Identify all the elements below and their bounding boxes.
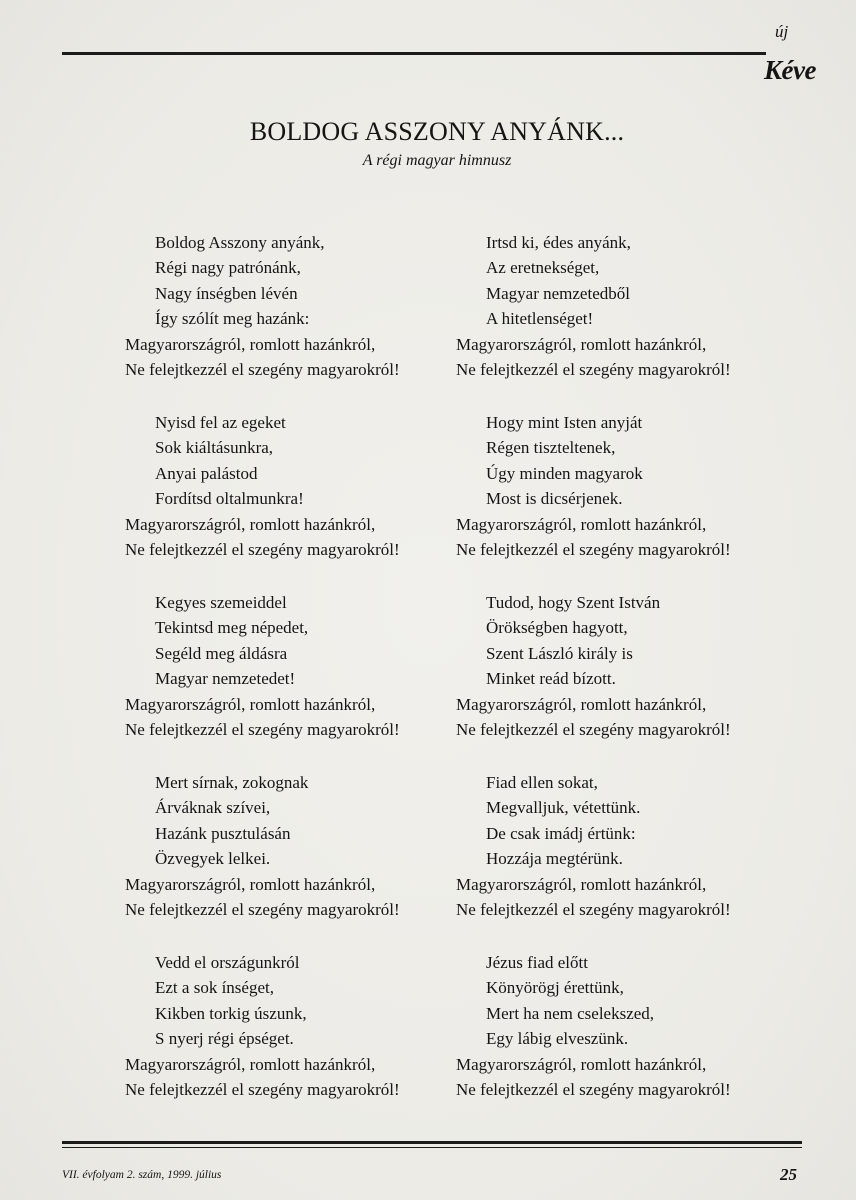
verse-line: Hazánk pusztulásán <box>155 823 291 843</box>
verse-line: Egy lábig elveszünk. <box>486 1029 629 1049</box>
refrain-line: Magyarországról, romlott hazánkról, <box>456 694 707 714</box>
verse-line: Kikben torkig úszunk, <box>155 1003 307 1023</box>
refrain-line: Magyarországról, romlott hazánkról, <box>125 694 376 714</box>
stanza <box>125 950 445 1130</box>
magazine-logo: Kéve <box>764 55 816 85</box>
verse-line: Fordítsd oltalmunkra! <box>155 489 304 509</box>
stanza <box>125 590 445 770</box>
verse-line: Minket reád bízott. <box>486 669 616 689</box>
verse-line: Az eretnekséget, <box>486 258 600 278</box>
issue-info: VII. évfolyam 2. szám, 1999. július <box>62 1169 222 1181</box>
refrain-line: Magyarországról, romlott hazánkról, <box>456 514 707 534</box>
verse-line: Vedd el országunkról <box>155 953 300 972</box>
verse-line: Jézus fiad előtt <box>486 953 588 972</box>
stanza <box>125 230 445 410</box>
title-block <box>130 116 744 172</box>
verse-line: Árváknak szívei, <box>155 798 271 818</box>
refrain-line: Ne felejtkezzél el szegény magyarokról! <box>125 1080 400 1100</box>
stanza <box>456 590 786 770</box>
refrain-line: Ne felejtkezzél el szegény magyarokról! <box>125 900 400 920</box>
refrain-line: Ne felejtkezzél el szegény magyarokról! <box>125 540 400 560</box>
verse-line: Örökségben hagyott, <box>486 618 628 638</box>
verse-line: Tudod, hogy Szent István <box>486 593 661 612</box>
verse-line: Szent László király is <box>486 643 633 663</box>
verse-line: Mert sírnak, zokognak <box>155 773 309 792</box>
refrain-line: Magyarországról, romlott hazánkról, <box>125 334 376 354</box>
refrain-line: Ne felejtkezzél el szegény magyarokról! <box>456 720 731 740</box>
verse-line: Régi nagy patrónánk, <box>155 258 301 278</box>
left-column <box>125 230 445 1130</box>
header-rule <box>62 52 766 55</box>
verse-line: Kegyes szemeiddel <box>155 593 287 612</box>
refrain-line: Ne felejtkezzél el szegény magyarokról! <box>456 360 731 380</box>
verse-line: Úgy minden magyarok <box>486 463 643 483</box>
refrain-line: Ne felejtkezzél el szegény magyarokról! <box>125 360 400 380</box>
verse-line: Tekintsd meg népedet, <box>155 618 309 638</box>
refrain-line: Magyarországról, romlott hazánkról, <box>125 514 376 534</box>
refrain-line: Magyarországról, romlott hazánkról, <box>456 874 707 894</box>
poem-subtitle: A régi magyar himnusz <box>362 152 512 169</box>
verse-line: Anyai palástod <box>155 463 258 483</box>
verse-line: Irtsd ki, édes anyánk, <box>486 233 631 252</box>
verse-line: Nagy ínségben lévén <box>155 283 298 303</box>
verse-line: Ezt a sok ínséget, <box>155 978 274 998</box>
verse-line: Így szólít meg hazánk: <box>155 309 310 329</box>
stanza <box>125 410 445 590</box>
verse-line: Boldog Asszony anyánk, <box>155 233 325 252</box>
verse-line: Segéld meg áldásra <box>155 643 288 663</box>
logo-small-text: új <box>775 22 789 41</box>
verse-line: Magyar nemzetedet! <box>155 669 296 689</box>
stanza <box>456 230 786 410</box>
verse-line: Hozzája megtérünk. <box>486 849 623 869</box>
stanza <box>456 770 786 950</box>
page-number: 25 <box>780 1165 797 1184</box>
verse-line: Sok kiáltásunkra, <box>155 438 274 458</box>
stanza <box>456 410 786 590</box>
verse-line: Fiad ellen sokat, <box>486 773 598 792</box>
verse-line: De csak imádj értünk: <box>486 823 636 843</box>
refrain-line: Ne felejtkezzél el szegény magyarokról! <box>125 720 400 740</box>
stanza <box>456 950 786 1130</box>
verse-line: Megvalljuk, vétettünk. <box>486 798 641 818</box>
refrain-line: Ne felejtkezzél el szegény magyarokról! <box>456 540 731 560</box>
poem-title: BOLDOG ASSZONY ANYÁNK... <box>249 117 625 146</box>
right-column <box>456 230 786 1130</box>
refrain-line: Magyarországról, romlott hazánkról, <box>125 1054 376 1074</box>
verse-line: Most is dicsérjenek. <box>486 489 623 509</box>
refrain-line: Magyarországról, romlott hazánkról, <box>125 874 376 894</box>
verse-line: S nyerj régi épséget. <box>155 1029 294 1049</box>
refrain-line: Magyarországról, romlott hazánkról, <box>456 334 707 354</box>
refrain-line: Ne felejtkezzél el szegény magyarokról! <box>456 900 731 920</box>
verse-line: A hitetlenséget! <box>486 309 594 329</box>
stanza <box>125 770 445 950</box>
verse-line: Hogy mint Isten anyját <box>486 413 643 432</box>
footer-rule <box>62 1141 802 1148</box>
verse-line: Mert ha nem cselekszed, <box>486 1003 655 1023</box>
verse-line: Régen tiszteltenek, <box>486 438 616 458</box>
verse-line: Özvegyek lelkei. <box>155 849 271 869</box>
refrain-line: Magyarországról, romlott hazánkról, <box>456 1054 707 1074</box>
refrain-line: Ne felejtkezzél el szegény magyarokról! <box>456 1080 731 1100</box>
verse-line: Nyisd fel az egeket <box>155 413 286 432</box>
verse-line: Könyörögj érettünk, <box>486 978 624 998</box>
verse-line: Magyar nemzetedből <box>486 283 630 303</box>
